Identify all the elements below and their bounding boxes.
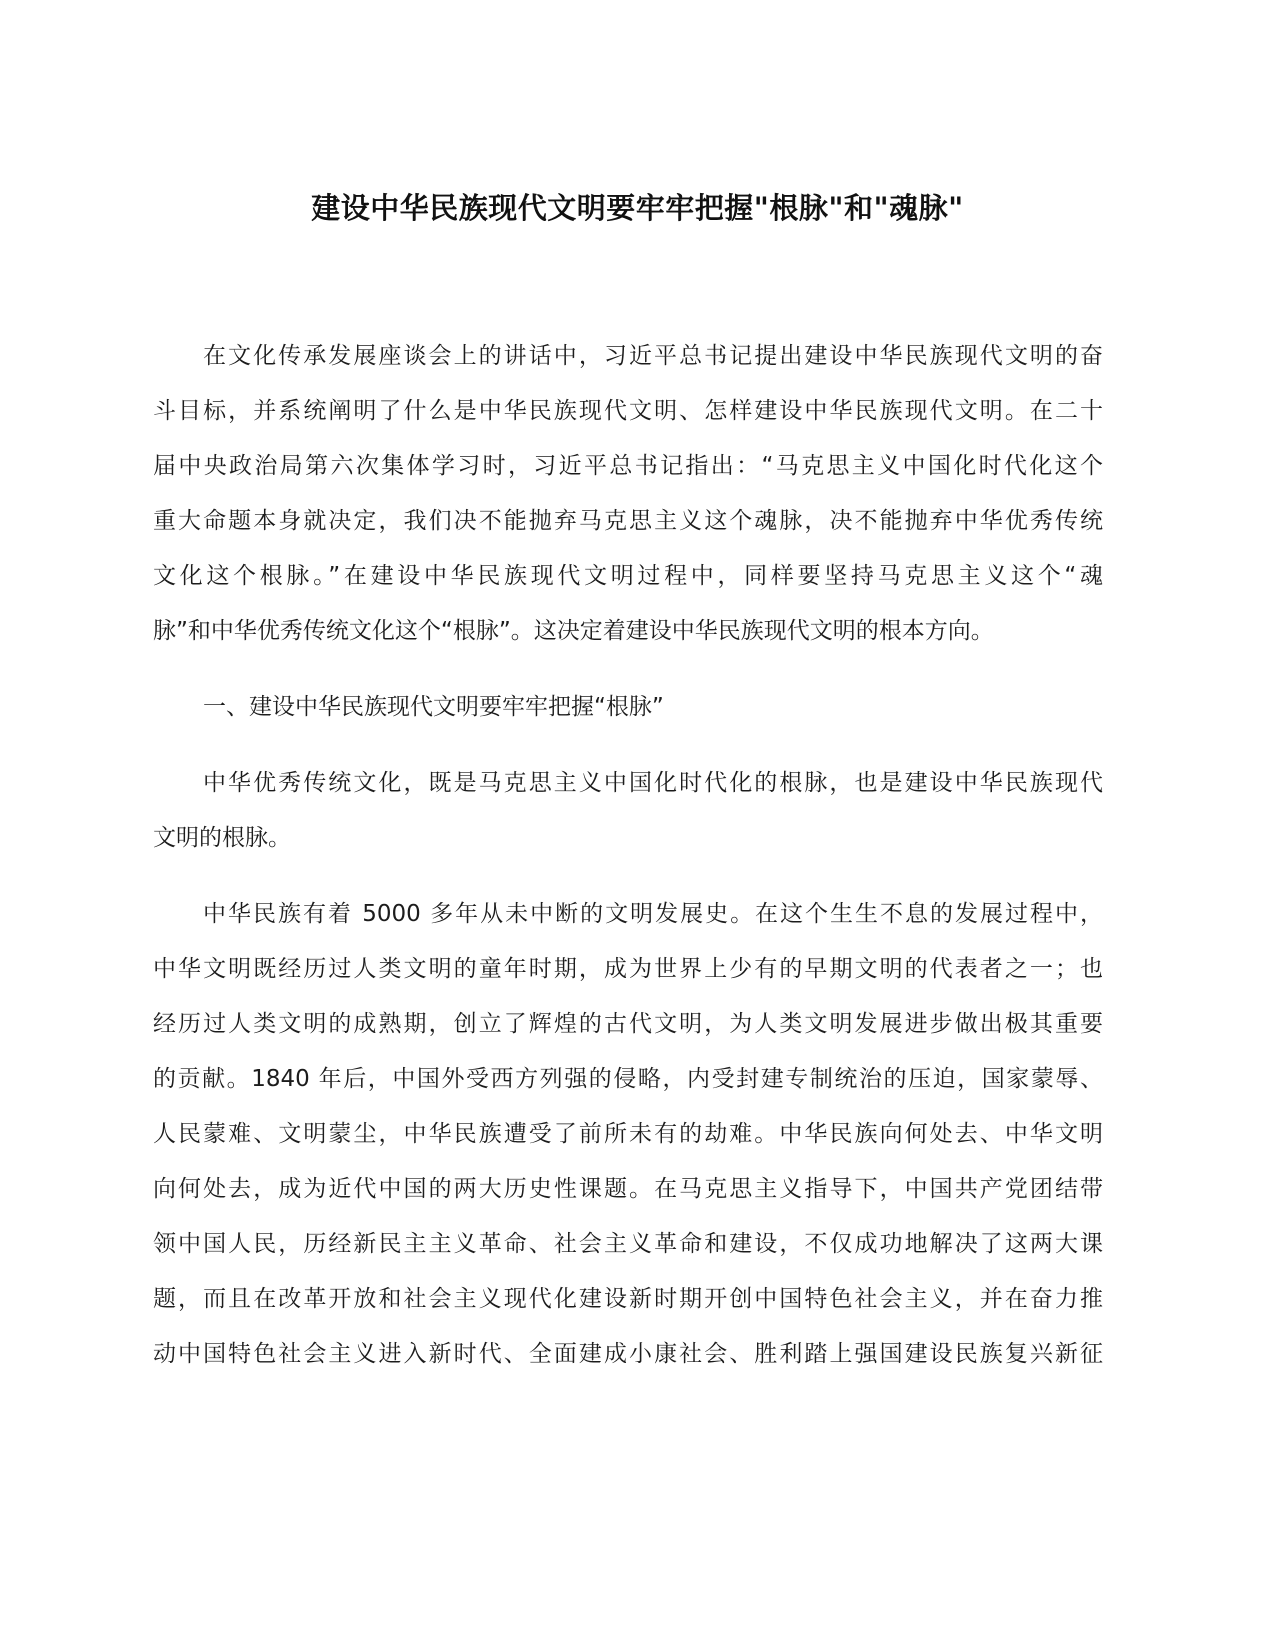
document-title: 建设中华民族现代文明要牢牢把握"根脉"和"魂脉" (311, 191, 964, 225)
paragraph-line: 人民蒙难、文明蒙尘，中华民族遭受了前所未有的劫难。中华民族向何处去、中华文明 (153, 1121, 1103, 1147)
paragraph-line: 领中国人民，历经新民主主义革命、社会主义革命和建设，不仅成功地解决了这两大课 (153, 1231, 1103, 1257)
paragraph-line: 中华文明既经历过人类文明的童年时期，成为世界上少有的早期文明的代表者之一；也 (153, 956, 1103, 982)
section-heading: 一、建设中华民族现代文明要牢牢把握“根脉” (203, 694, 664, 720)
paragraph-line: 中华民族有着 5000 多年从未中断的文明发展史。在这个生生不息的发展过程中， (203, 901, 1103, 927)
paragraph-line: 重大命题本身就决定，我们决不能抛弃马克思主义这个魂脉，决不能抛弃中华优秀传统 (153, 508, 1103, 534)
paragraph-line: 在文化传承发展座谈会上的讲话中，习近平总书记提出建设中华民族现代文明的奋 (203, 343, 1103, 369)
paragraph-line: 斗目标，并系统阐明了什么是中华民族现代文明、怎样建设中华民族现代文明。在二十 (153, 398, 1103, 424)
paragraph-line: 题，而且在改革开放和社会主义现代化建设新时期开创中国特色社会主义，并在奋力推 (153, 1286, 1103, 1312)
paragraph-line: 文化这个根脉。”在建设中华民族现代文明过程中，同样要坚持马克思主义这个“魂 (153, 563, 1103, 589)
paragraph-line: 文明的根脉。 (153, 825, 291, 851)
paragraph-line: 届中央政治局第六次集体学习时，习近平总书记指出：“马克思主义中国化时代化这个 (153, 453, 1103, 479)
paragraph-line: 脉”和中华优秀传统文化这个“根脉”。这决定着建设中华民族现代文明的根本方向。 (153, 618, 994, 644)
paragraph-line: 中华优秀传统文化，既是马克思主义中国化时代化的根脉，也是建设中华民族现代 (203, 770, 1103, 796)
paragraph-line: 动中国特色社会主义进入新时代、全面建成小康社会、胜利踏上强国建设民族复兴新征 (153, 1341, 1103, 1367)
paragraph-line: 的贡献。1840 年后，中国外受西方列强的侵略，内受封建专制统治的压迫，国家蒙辱、 (153, 1066, 1103, 1092)
paragraph-line: 向何处去，成为近代中国的两大历史性课题。在马克思主义指导下，中国共产党团结带 (153, 1176, 1103, 1202)
paragraph-line: 经历过人类文明的成熟期，创立了辉煌的古代文明，为人类文明发展进步做出极其重要 (153, 1011, 1103, 1037)
